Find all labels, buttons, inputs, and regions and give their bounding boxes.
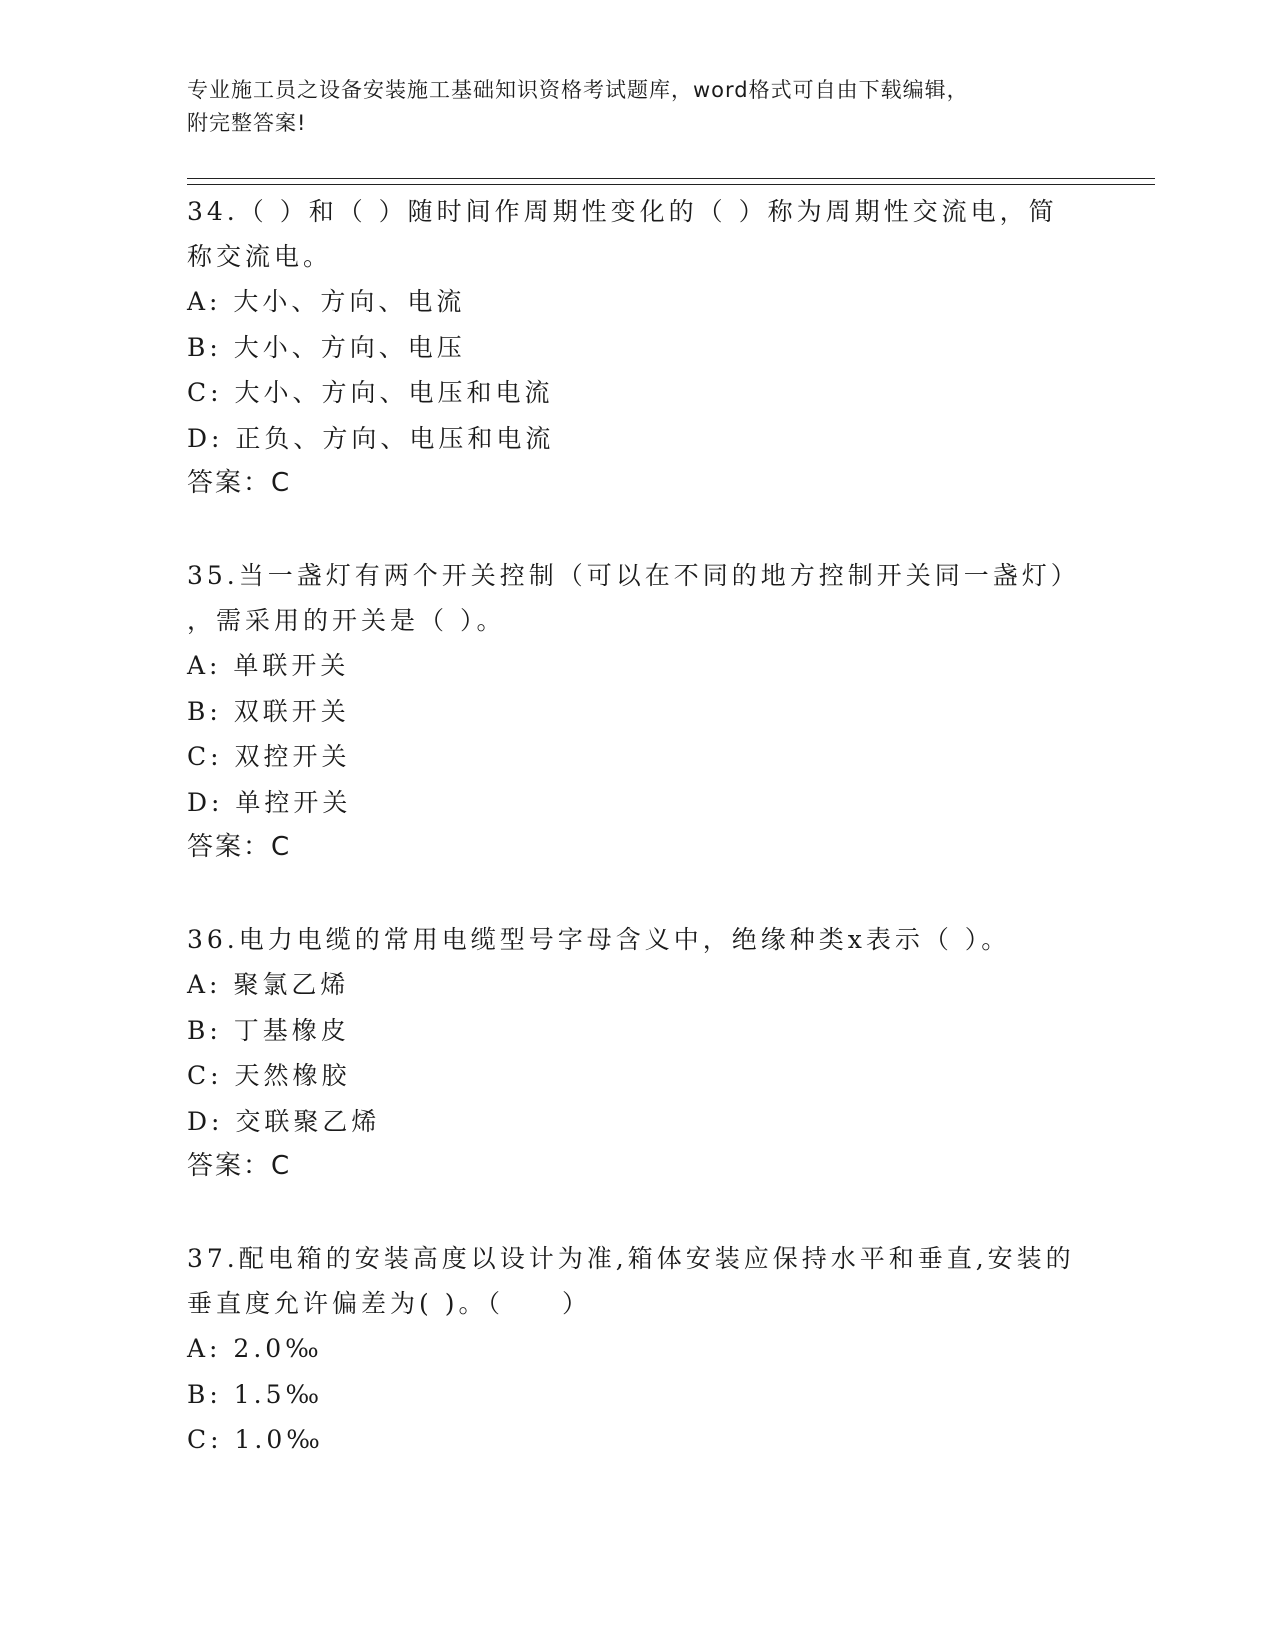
option-a: A: 大小、方向、电流 xyxy=(187,287,466,316)
answer: 答案：C xyxy=(187,468,292,498)
header-divider-top xyxy=(187,178,1155,179)
question-34 xyxy=(187,189,1087,506)
option-b: B: 1.5‰ xyxy=(187,1379,324,1409)
question-text-line: 称交流电。 xyxy=(187,242,333,271)
option-c: C: 双控开关 xyxy=(187,742,351,771)
option-c: C: 大小、方向、电压和电流 xyxy=(187,378,554,407)
option-a: A: 单联开关 xyxy=(187,651,350,680)
question-text-line: 34.（ ）和（ ）随时间作周期性变化的（ ）称为周期性交流电，简 xyxy=(187,197,1058,226)
option-d: D: 单控开关 xyxy=(187,787,352,817)
option-c: C: 天然橡胶 xyxy=(187,1061,351,1090)
question-35 xyxy=(187,553,1087,870)
option-d: D: 交联聚乙烯 xyxy=(187,1106,381,1136)
answer: 答案：C xyxy=(187,832,292,862)
question-text-line: 36.电力电缆的常用电缆型号字母含义中，绝缘种类x表示（ ）。 xyxy=(187,925,1011,954)
question-37 xyxy=(187,1236,1087,1463)
question-list xyxy=(187,189,1087,1463)
option-a: A: 聚氯乙烯 xyxy=(187,970,350,999)
option-a: A: 2.0‰ xyxy=(187,1334,323,1363)
question-36 xyxy=(187,917,1087,1189)
question-text-line: ，需采用的开关是（ ）。 xyxy=(187,606,506,635)
option-b: B: 丁基橡皮 xyxy=(187,1015,350,1045)
header-divider-bottom xyxy=(187,184,1155,185)
option-b: B: 双联开关 xyxy=(187,696,350,726)
header-line-2: 附完整答案! xyxy=(187,111,307,135)
answer: 答案：C xyxy=(187,1151,292,1181)
document-header xyxy=(187,74,1067,140)
option-c: C: 1.0‰ xyxy=(187,1425,324,1454)
option-b: B: 大小、方向、电压 xyxy=(187,332,466,362)
question-text-line: 35.当一盏灯有两个开关控制（可以在不同的地方控制开关同一盏灯） xyxy=(187,561,1080,590)
header-line-1: 专业施工员之设备安装施工基础知识资格考试题库，word格式可自由下载编辑， xyxy=(187,78,969,102)
question-text-line: 垂直度允许偏差为( )。（ ） xyxy=(187,1289,591,1318)
question-text-line: 37.配电箱的安装高度以设计为准,箱体安装应保持水平和垂直,安装的 xyxy=(187,1244,1075,1273)
option-d: D: 正负、方向、电压和电流 xyxy=(187,423,555,453)
